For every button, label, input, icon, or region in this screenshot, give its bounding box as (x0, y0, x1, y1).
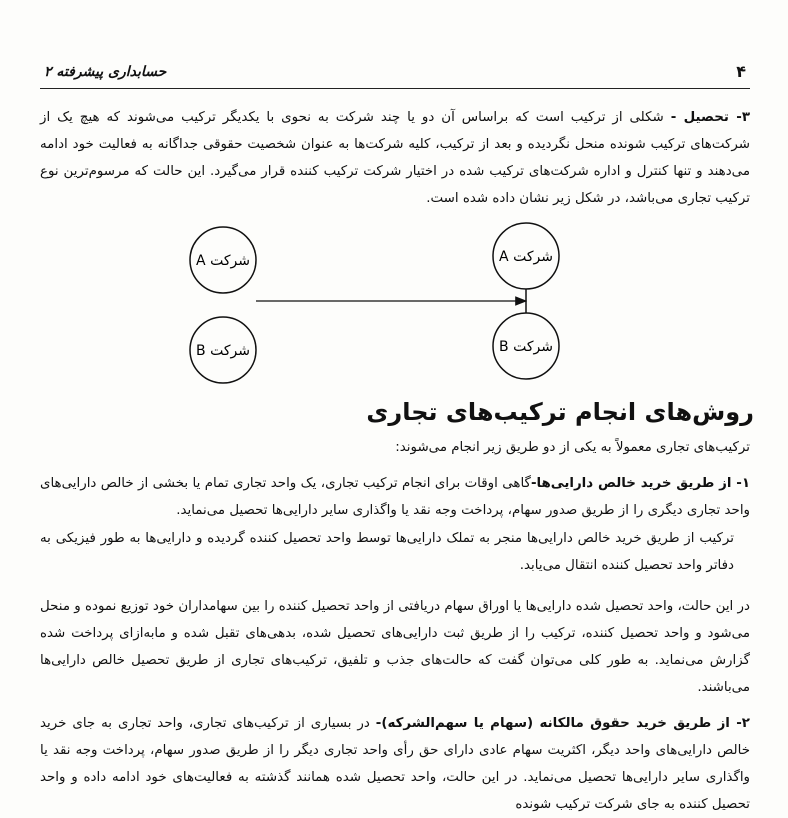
page-number: ۴ (736, 62, 746, 81)
section-heading: روش‌های انجام ترکیب‌های تجاری (366, 398, 754, 426)
label-right-bottom: شرکت B (499, 339, 553, 355)
page-header (40, 60, 750, 89)
label-left-top: شرکت A (196, 253, 250, 269)
book-title: حسابداری پیشرفته ۲ (44, 64, 167, 80)
method2-lead: ۲- از طریق خرید حقوق مالکانه (سهام یا سهم‌الشرکه)- (375, 716, 750, 731)
method1-lead: ۱- از طریق خرید خالص دارایی‌ها- (530, 476, 750, 491)
method1-paragraph-3: در این حالت، واحد تحصیل شده دارایی‌ها یا اوراق سهام دریافتی از واحد تحصیل کننده را بین سهامداران خود توزیع نموده و منحل می‌شود و واحد تحصیل کننده، ترکیب را از طریق ثبت دارایی‌های تحصیل شده، بدهی‌های تقبل شده و مابه‌ازای پرداخت شده گزارش می‌نماید. به طور کلی می‌توان گفت که حالت‌های جذب و تلفیق، ترکیب‌های تجاری از طریق تحصیل خالص دارایی‌ها می‌باشند. (40, 599, 750, 695)
section3-paragraph (40, 104, 750, 212)
method1-paragraph (40, 470, 750, 524)
section3-lead: ۳- تحصیل - (670, 110, 750, 125)
method1-text: گاهی اوقات برای انجام ترکیب تجاری، یک واحد تجاری تمام یا بخشی از خالص دارایی‌های واحد تجاری دیگری را از طریق صدور سهام، پرداخت وجه نقد یا واگذاری سایر دارایی‌ها تحصیل می‌نماید. (40, 476, 750, 518)
method1-paragraph-2: ترکیب از طریق خرید خالص دارایی‌ها منجر به تملک دارایی‌ها توسط واحد تحصیل کننده گردیده و دارایی‌ها به طور فیزیکی به دفاتر واحد تحصیل کننده انتقال می‌یابد. (40, 531, 734, 573)
label-right-top: شرکت A (499, 249, 553, 265)
acquisition-diagram (180, 220, 600, 400)
section3-text: شکلی از ترکیب است که براساس آن دو یا چند شرکت به نحوی با یکدیگر ترکیب می‌شوند که هیچ یک از شرکت‌های ترکیب شونده منحل نگردیده و بعد از ترکیب، کلیه شرکت‌ها به عنوان شخصیت حقوقی جداگانه به فعالیت خود ادامه می‌دهند و تنها کنترل و اداره شرکت‌های ترکیب شده در اختیار شرکت ترکیب کننده قرار می‌گیرد. این حالت که مرسوم‌ترین نوع ترکیب تجاری می‌باشد، در شکل زیر نشان داده شده است. (40, 110, 750, 206)
method2-paragraph (40, 710, 750, 818)
method2-text: در بسیاری از ترکیب‌های تجاری، واحد تجاری به جای خرید خالص دارایی‌های واحد دیگر، اکثریت سهام عادی دارای حق رأی واحد تجاری دیگر را از طریق صدور سهام، پرداخت وجه نقد یا واگذاری سایر دارایی‌ها تحصیل می‌نماید. در این حالت، واحد تحصیل شده همانند گذشته به فعالیت‌های خود ادامه داده و واحد تحصیل کننده به جای شرکت ترکیب شونده (40, 716, 750, 812)
intro-text: ترکیب‌های تجاری معمولاً به یکی از دو طریق زیر انجام می‌شوند: (395, 440, 750, 455)
label-left-bottom: شرکت B (196, 343, 250, 359)
